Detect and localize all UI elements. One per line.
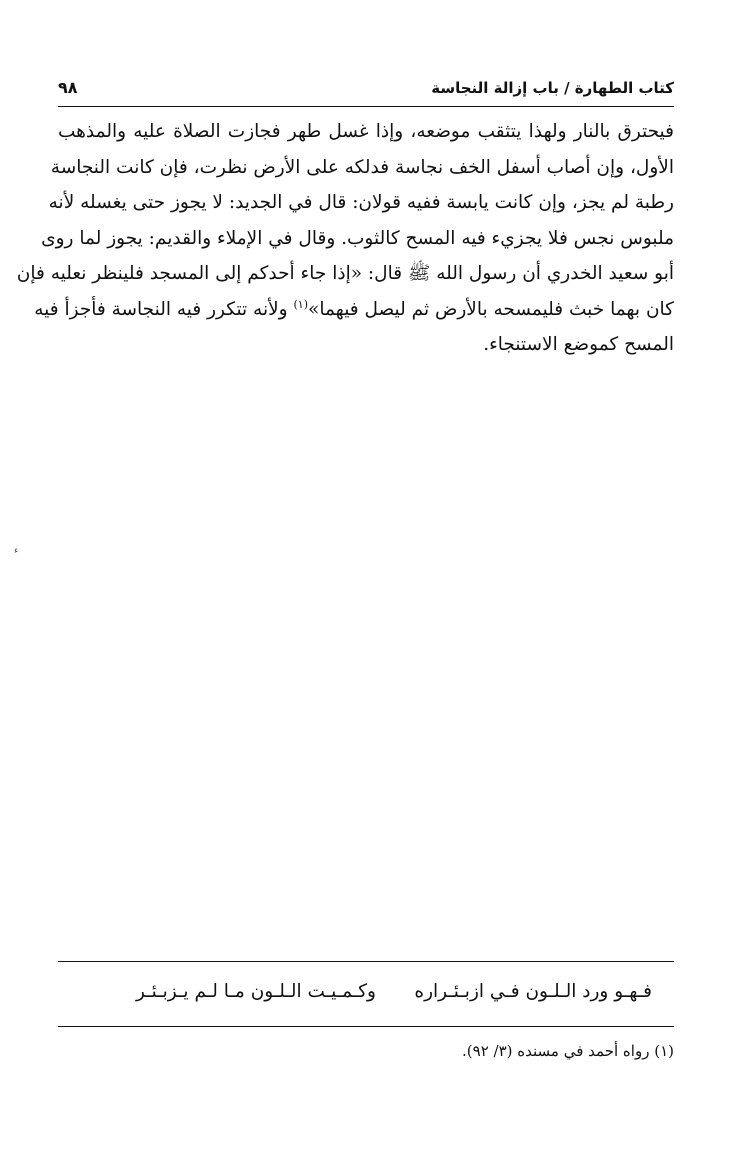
text-line: الأول، وإن أصاب أسفل الخف نجاسة فدلكه على الأرض نظرت، فإن كانت النجاسة	[50, 156, 674, 178]
text-line	[34, 292, 674, 328]
verse-rule-top	[58, 961, 674, 962]
text-line-continuation: ولأنه تتكرر فيه النجاسة فأجزأ فيه	[34, 298, 288, 320]
footnote-reference: (١)	[293, 297, 309, 311]
text-line: فيحترق بالنار ولهذا يتثقب موضعه، وإذا غسل طهر فجازت الصلاة عليه والمذهب	[58, 121, 674, 142]
text-line: المسح كموضع الاستنجاء.	[483, 334, 674, 355]
footnote: (١) رواه أحمد في مسنده (٣/ ٩٢).	[462, 1042, 674, 1060]
hadith-quote: كان بهما خبث فليمسحه بالأرض ثم ليصل فيهما»	[308, 298, 674, 320]
running-header	[58, 74, 674, 102]
text-line: رطبة لم يجز، وإن كانت يابسة ففيه قولان: قال في الجديد: لا يجوز حتى يغسله لأنه	[48, 192, 674, 213]
text-line: أبو سعيد الخدري أن رسول الله ﷺ قال: «إذا جاء أحدكم إلى المسجد فلينظر نعليه فإن	[16, 263, 674, 284]
chapter-title: كتاب الطهارة / باب إزالة النجاسة	[431, 79, 674, 97]
verse-first-hemistich: فـهـو ورد الـلـون فـي ازبـئـراره	[414, 981, 652, 1002]
main-text	[16, 114, 674, 363]
text-line: ملبوس نجس فلا يجزيء فيه المسح كالثوب. وقال في الإملاء والقديم: يجوز لما روى	[41, 227, 674, 249]
verse-second-hemistich: وكـمـيـت الـلـون مـا لـم يـزبـئـر	[136, 981, 376, 1002]
header-rule	[58, 106, 674, 107]
poetry-verse	[58, 974, 674, 1010]
page-number: ٩٨	[58, 78, 78, 97]
verse-rule-bottom	[58, 1026, 674, 1027]
page-speck: ء	[14, 546, 19, 556]
